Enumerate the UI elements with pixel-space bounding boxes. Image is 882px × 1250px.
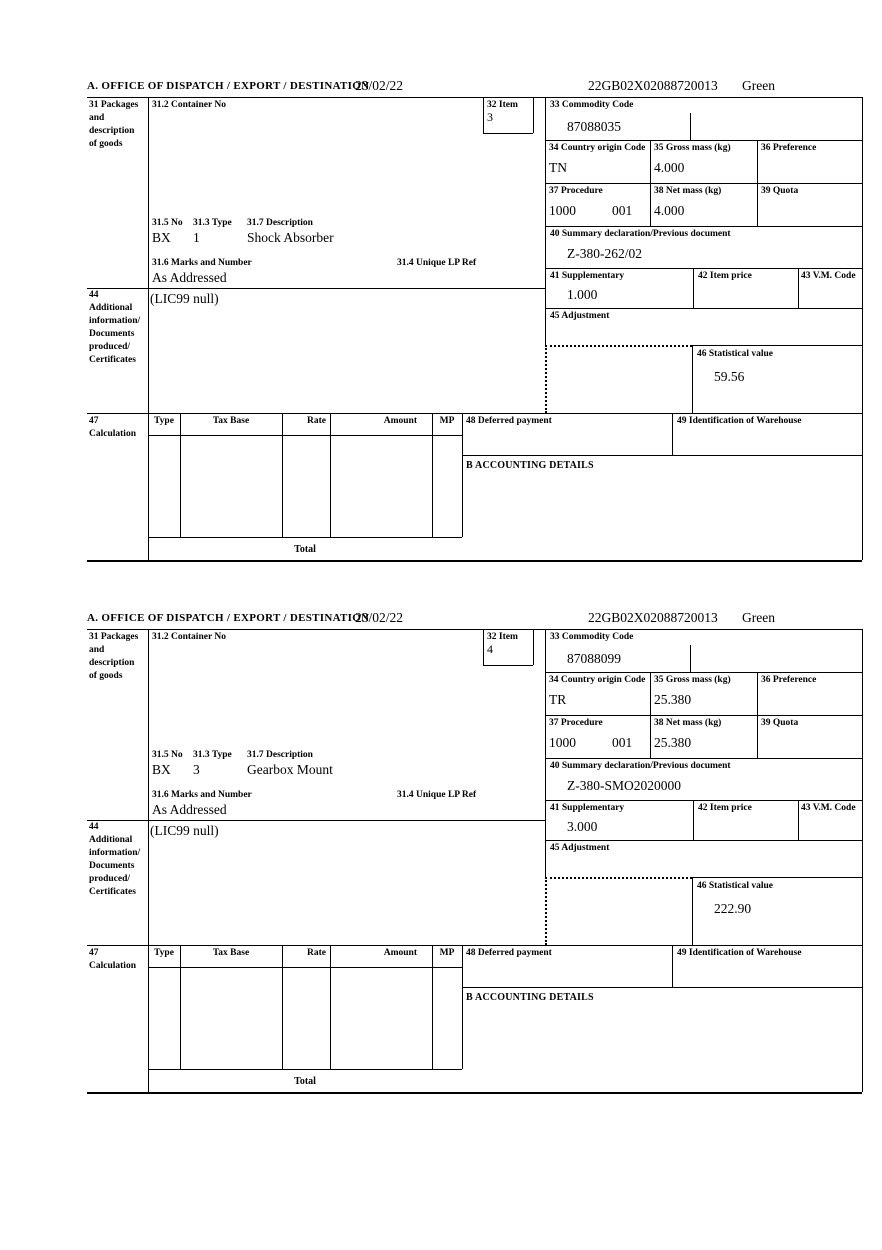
- field-44-label: information/: [89, 848, 141, 858]
- field-31-label: and: [89, 113, 105, 123]
- border-line: [330, 413, 331, 537]
- border-line: [692, 345, 693, 413]
- marks-value: As Addressed: [152, 270, 227, 285]
- dotted-border-line: [545, 877, 692, 879]
- office-of-dispatch-header: A. OFFICE OF DISPATCH / EXPORT / DESTINATION: [87, 612, 370, 624]
- field-33-label: 33 Commodity Code: [550, 100, 634, 110]
- field-31-7-label: 31.7 Description: [247, 218, 313, 228]
- country-origin-value: TN: [549, 160, 567, 175]
- accounting-details-label: B ACCOUNTING DETAILS: [466, 460, 594, 471]
- border-line: [462, 987, 862, 988]
- border-line: [432, 945, 433, 1069]
- border-line: [483, 133, 533, 134]
- border-line: [650, 672, 651, 758]
- supplementary-value: 3.000: [567, 819, 598, 834]
- border-line: [545, 672, 862, 673]
- package-no-value: BX: [152, 230, 171, 245]
- column-header-mp: MP: [439, 416, 455, 426]
- declaration-item-section-2: [0, 610, 882, 1115]
- field-31-5-label: 31.5 No: [152, 218, 183, 228]
- border-line: [672, 413, 673, 455]
- column-header-tax-base: Tax Base: [212, 948, 250, 958]
- field-31-2-label: 31.2 Container No: [152, 632, 226, 642]
- column-header-type: Type: [154, 416, 174, 426]
- border-line: [148, 967, 462, 968]
- field-36-label: 36 Preference: [761, 143, 817, 153]
- field-31-label: 31 Packages: [89, 100, 139, 110]
- border-line: [545, 97, 546, 345]
- column-header-amount: Amount: [383, 416, 417, 426]
- field-34-label: 34 Country origin Code: [549, 143, 646, 153]
- field-33-label: 33 Commodity Code: [550, 632, 634, 642]
- procedure-value-2: 001: [612, 735, 633, 750]
- field-39-label: 39 Quota: [761, 718, 799, 728]
- border-line: [798, 268, 799, 308]
- field-44-label: Additional: [89, 835, 133, 845]
- border-line: [148, 537, 462, 538]
- border-line: [650, 140, 651, 226]
- border-line: [87, 629, 862, 630]
- border-line: [483, 629, 484, 665]
- procedure-value-1: 1000: [549, 203, 576, 218]
- column-header-amount: Amount: [383, 948, 417, 958]
- border-line: [483, 665, 533, 666]
- field-49-label: 49 Identification of Warehouse: [677, 948, 802, 958]
- field-35-label: 35 Gross mass (kg): [654, 675, 731, 685]
- goods-description-value: Gearbox Mount: [247, 762, 333, 777]
- field-44-label: Certificates: [89, 355, 136, 365]
- field-40-label: 40 Summary declaration/Previous document: [550, 761, 731, 771]
- field-37-label: 37 Procedure: [549, 186, 603, 196]
- column-header-rate: Rate: [307, 416, 326, 426]
- border-line: [672, 945, 673, 987]
- border-line: [545, 715, 862, 716]
- dotted-border-line: [545, 877, 547, 945]
- field-39-label: 39 Quota: [761, 186, 799, 196]
- field-31-label: and: [89, 645, 105, 655]
- border-line: [545, 140, 862, 141]
- form-right-border: [862, 97, 863, 560]
- column-header-mp: MP: [439, 948, 455, 958]
- routing-status: Green: [742, 78, 775, 93]
- field-44-label: produced/: [89, 874, 131, 884]
- field-45-label: 45 Adjustment: [550, 311, 610, 321]
- column-header-tax-base: Tax Base: [212, 416, 250, 426]
- form-bottom-border: [87, 1092, 862, 1094]
- border-line: [545, 840, 862, 841]
- package-no-value: BX: [152, 762, 171, 777]
- statistical-value: 59.56: [714, 369, 745, 384]
- border-line: [432, 413, 433, 537]
- field-44-label: 44: [89, 822, 99, 832]
- field-31-label: description: [89, 126, 135, 136]
- dotted-border-line: [545, 345, 692, 347]
- net-mass-value: 25.380: [654, 735, 692, 750]
- border-line: [462, 413, 463, 537]
- additional-info-value: (LIC99 null): [150, 823, 219, 838]
- column-header-type: Type: [154, 948, 174, 958]
- field-31-3-label: 31.3 Type: [193, 218, 232, 228]
- declaration-reference: 22GB02X02088720013: [588, 78, 718, 93]
- field-44-label: Documents: [89, 861, 135, 871]
- routing-status: Green: [742, 610, 775, 625]
- marks-value: As Addressed: [152, 802, 227, 817]
- procedure-value-2: 001: [612, 203, 633, 218]
- border-line: [693, 268, 694, 308]
- field-45-label: 45 Adjustment: [550, 843, 610, 853]
- border-line: [545, 308, 862, 309]
- dotted-border-line: [545, 345, 547, 413]
- form-bottom-border: [87, 560, 862, 562]
- field-35-label: 35 Gross mass (kg): [654, 143, 731, 153]
- border-line: [148, 629, 149, 1092]
- declaration-item-section-1: [0, 78, 882, 583]
- gross-mass-value: 4.000: [654, 160, 685, 175]
- border-line: [692, 345, 862, 346]
- field-31-label: of goods: [89, 671, 123, 681]
- border-line: [148, 1069, 462, 1070]
- border-line: [533, 629, 534, 665]
- border-line: [462, 945, 463, 1069]
- field-47-label: Calculation: [89, 961, 136, 971]
- field-47-label: Calculation: [89, 429, 136, 439]
- field-49-label: 49 Identification of Warehouse: [677, 416, 802, 426]
- previous-document-value: Z-380-262/02: [567, 246, 642, 261]
- border-line: [757, 140, 758, 226]
- border-line: [545, 268, 862, 269]
- field-46-label: 46 Statistical value: [697, 349, 773, 359]
- border-line: [545, 758, 862, 759]
- country-origin-value: TR: [549, 692, 567, 707]
- commodity-code-value: 87088099: [567, 651, 621, 666]
- border-line: [282, 413, 283, 537]
- field-31-7-label: 31.7 Description: [247, 750, 313, 760]
- field-32-label: 32 Item: [487, 632, 518, 642]
- field-31-4-label: 31.4 Unique LP Ref: [397, 258, 477, 268]
- border-line: [483, 97, 484, 133]
- border-line: [87, 97, 862, 98]
- border-line: [692, 877, 862, 878]
- field-31-6-label: 31.6 Marks and Number: [152, 790, 252, 800]
- field-41-label: 41 Supplementary: [550, 803, 625, 813]
- commodity-code-separator: [690, 645, 691, 672]
- border-line: [545, 800, 862, 801]
- declaration-reference: 22GB02X02088720013: [588, 610, 718, 625]
- border-line: [180, 413, 181, 537]
- field-31-3-label: 31.3 Type: [193, 750, 232, 760]
- field-47-label: 47: [89, 416, 99, 426]
- field-31-5-label: 31.5 No: [152, 750, 183, 760]
- field-44-label: 44: [89, 290, 99, 300]
- goods-description-value: Shock Absorber: [247, 230, 334, 245]
- border-line: [462, 455, 862, 456]
- field-31-6-label: 31.6 Marks and Number: [152, 258, 252, 268]
- accounting-details-label: B ACCOUNTING DETAILS: [466, 992, 594, 1003]
- total-label: Total: [294, 1076, 316, 1087]
- border-line: [87, 820, 545, 821]
- field-31-label: of goods: [89, 139, 123, 149]
- field-44-label: Certificates: [89, 887, 136, 897]
- office-of-dispatch-header: A. OFFICE OF DISPATCH / EXPORT / DESTINATION: [87, 80, 370, 92]
- border-line: [180, 945, 181, 1069]
- commodity-code-value: 87088035: [567, 119, 621, 134]
- border-line: [87, 413, 862, 414]
- border-line: [798, 800, 799, 840]
- field-38-label: 38 Net mass (kg): [654, 718, 722, 728]
- additional-info-value: (LIC99 null): [150, 291, 219, 306]
- field-38-label: 38 Net mass (kg): [654, 186, 722, 196]
- border-line: [87, 288, 545, 289]
- border-line: [148, 435, 462, 436]
- item-number-value: 3: [487, 110, 493, 124]
- field-40-label: 40 Summary declaration/Previous document: [550, 229, 731, 239]
- field-44-label: information/: [89, 316, 141, 326]
- field-32-label: 32 Item: [487, 100, 518, 110]
- field-42-label: 42 Item price: [698, 271, 752, 281]
- gross-mass-value: 25.380: [654, 692, 692, 707]
- field-41-label: 41 Supplementary: [550, 271, 625, 281]
- border-line: [148, 97, 149, 560]
- field-44-label: Additional: [89, 303, 133, 313]
- declaration-date: 23/02/22: [355, 78, 404, 93]
- border-line: [282, 945, 283, 1069]
- declaration-date: 23/02/22: [355, 610, 404, 625]
- border-line: [330, 945, 331, 1069]
- field-37-label: 37 Procedure: [549, 718, 603, 728]
- field-36-label: 36 Preference: [761, 675, 817, 685]
- form-right-border: [862, 629, 863, 1092]
- field-46-label: 46 Statistical value: [697, 881, 773, 891]
- field-31-label: 31 Packages: [89, 632, 139, 642]
- statistical-value: 222.90: [714, 901, 752, 916]
- field-44-label: Documents: [89, 329, 135, 339]
- field-44-label: produced/: [89, 342, 131, 352]
- field-31-label: description: [89, 658, 135, 668]
- border-line: [757, 672, 758, 758]
- field-34-label: 34 Country origin Code: [549, 675, 646, 685]
- border-line: [87, 945, 862, 946]
- field-43-label: 43 V.M. Code: [801, 803, 856, 813]
- procedure-value-1: 1000: [549, 735, 576, 750]
- field-47-label: 47: [89, 948, 99, 958]
- item-number-value: 4: [487, 642, 493, 656]
- commodity-code-separator: [690, 113, 691, 140]
- field-31-2-label: 31.2 Container No: [152, 100, 226, 110]
- border-line: [692, 877, 693, 945]
- border-line: [533, 97, 534, 133]
- previous-document-value: Z-380-SMO2020000: [567, 778, 681, 793]
- net-mass-value: 4.000: [654, 203, 685, 218]
- column-header-rate: Rate: [307, 948, 326, 958]
- field-31-4-label: 31.4 Unique LP Ref: [397, 790, 477, 800]
- field-48-label: 48 Deferred payment: [466, 416, 552, 426]
- package-type-value: 3: [193, 762, 200, 777]
- field-48-label: 48 Deferred payment: [466, 948, 552, 958]
- total-label: Total: [294, 544, 316, 555]
- border-line: [693, 800, 694, 840]
- border-line: [545, 629, 546, 877]
- border-line: [545, 226, 862, 227]
- field-42-label: 42 Item price: [698, 803, 752, 813]
- field-43-label: 43 V.M. Code: [801, 271, 856, 281]
- package-type-value: 1: [193, 230, 200, 245]
- supplementary-value: 1.000: [567, 287, 598, 302]
- border-line: [545, 183, 862, 184]
